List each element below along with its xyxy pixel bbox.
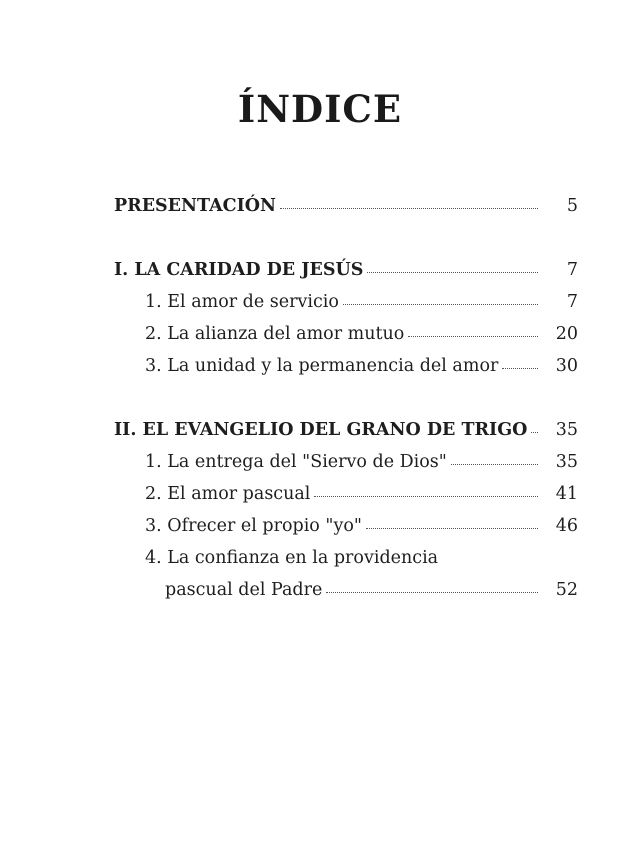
toc-entry-label: 1. El amor de servicio [145, 292, 339, 312]
dot-leader [531, 431, 538, 433]
toc-entry-siervo-de-dios[interactable] [145, 452, 578, 480]
toc-entry-presentacion[interactable] [114, 196, 578, 224]
page-title: ÍNDICE [237, 86, 403, 131]
toc-entry-page: 46 [555, 516, 578, 536]
toc-entry-caridad-de-jesus[interactable] [114, 260, 578, 288]
dot-leader [366, 527, 538, 529]
toc-entry-label: 1. La entrega del "Siervo de Dios" [145, 452, 447, 472]
dot-leader [314, 495, 538, 497]
toc-entry-label: 2. La alianza del amor mutuo [145, 324, 405, 344]
dot-leader [408, 335, 538, 337]
dot-leader [326, 591, 538, 593]
toc-entry-ofrecer-propio-yo[interactable] [145, 516, 578, 544]
dot-leader [280, 207, 538, 209]
toc-entry-page: 20 [555, 324, 578, 344]
toc-entry-page: 41 [555, 484, 578, 504]
toc-entry-grano-de-trigo[interactable] [114, 420, 578, 448]
toc-entry-label: 2. El amor pascual [145, 484, 311, 504]
toc-entry-label: 3. La unidad y la permanencia del amor [145, 356, 499, 376]
toc-entry-page: 35 [555, 420, 578, 440]
toc-entry-page: 5 [566, 196, 578, 216]
toc-entry-page: 35 [555, 452, 578, 472]
toc-entry-confianza-providencia[interactable] [165, 580, 578, 608]
toc-entry-label: I. LA CARIDAD DE JESÚS [114, 260, 364, 280]
dot-leader [343, 303, 538, 305]
dot-leader [451, 463, 538, 465]
toc-entry-label-continued: pascual del Padre [165, 580, 323, 600]
toc-entry-label: PRESENTACIÓN [114, 196, 277, 216]
dot-leader [367, 271, 538, 273]
toc-entry-unidad-permanencia[interactable] [145, 356, 578, 384]
dot-leader [502, 367, 538, 369]
toc-entry-page: 7 [566, 260, 578, 280]
toc-entry-amor-de-servicio[interactable] [145, 292, 578, 320]
toc-entry-page: 7 [566, 292, 578, 312]
toc-entry-page: 30 [555, 356, 578, 376]
toc-entry-label: 4. La confianza en la providencia [145, 548, 439, 568]
toc-entry-alianza-amor-mutuo[interactable] [145, 324, 578, 352]
toc-entry-label: II. EL EVANGELIO DEL GRANO DE TRIGO [114, 420, 528, 440]
toc-entry-amor-pascual[interactable] [145, 484, 578, 512]
toc-entry-page: 52 [555, 580, 578, 600]
toc-entry-label: 3. Ofrecer el propio "yo" [145, 516, 362, 536]
